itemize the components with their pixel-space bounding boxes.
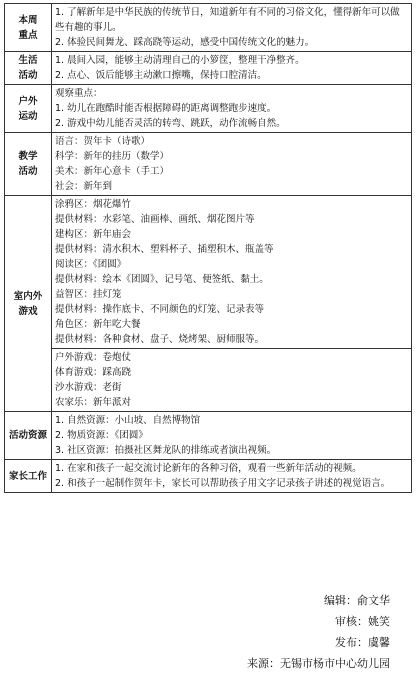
row-games — [5, 196, 412, 349]
section-title — [5, 412, 52, 460]
section-title-line: 生活 — [18, 55, 38, 66]
content-line: 1. 晨间入园，能够主动清理自己的小箩筐，整理干净整齐。 — [55, 55, 305, 66]
content-line: 2. 物质资源：《团圆》 — [55, 430, 148, 441]
section-title-line: 游戏 — [18, 305, 38, 317]
section-title-line: 重点 — [18, 29, 38, 41]
weekly-plan-table — [4, 3, 412, 493]
credit-label: 编辑： — [324, 594, 357, 607]
row-teaching — [5, 133, 412, 196]
credit-label: 来源： — [247, 657, 280, 670]
credit-value: 姚笑 — [368, 615, 390, 628]
content-line: 2. 体验民间舞龙、踩高跷等运动，感受中国传统文化的魅力。 — [55, 37, 315, 48]
section-title-line: 活动 — [18, 166, 38, 177]
row-resources — [5, 412, 412, 460]
content-line: 1. 幼儿在跑酷时能否根据障碍的距离调整跑步速度。 — [55, 103, 277, 114]
content-line: 2. 点心、饭后能够主动漱口擦嘴，保持口腔清洁。 — [55, 70, 267, 81]
credit-value: 无锡市杨市中心幼儿园 — [280, 657, 390, 670]
row-weekly-focus — [5, 4, 412, 52]
credit-label: 审核： — [335, 615, 368, 628]
section-title-line: 室内外 — [13, 290, 43, 302]
section-title-line: 活动资源 — [8, 430, 47, 441]
credit-reviewer — [247, 611, 390, 632]
section-content — [52, 85, 412, 133]
row-games — [5, 349, 412, 412]
content-line: 涂鸦区：烟花爆竹 — [55, 199, 132, 210]
content-line: 社会：新年到 — [55, 181, 113, 192]
content-line: 阅读区：《团圆》 — [55, 259, 127, 270]
content-line: 1. 了解新年是中华民族的传统节日，知道新年有不同的习俗文化，懂得新年可以做些有趣的事儿。 — [55, 7, 400, 33]
content-line: 提供材料：绘本《团圆》、记号笔、便签纸、黏土。 — [55, 274, 269, 285]
section-title-line: 教学 — [18, 151, 38, 162]
content-line: 科学：新年的挂历（数学） — [55, 151, 170, 162]
content-line: 沙水游戏：老街 — [55, 382, 122, 393]
credit-source — [247, 653, 390, 674]
section-title-line: 运动 — [18, 110, 38, 122]
content-line: 户外游戏：卷炮仗 — [55, 352, 132, 363]
content-line: 1. 在家和孩子一起交流讨论新年的各种习俗，观看一些新年活动的视频。 — [55, 463, 362, 474]
credit-value: 俞文华 — [357, 594, 390, 607]
content-line: 2. 游戏中幼儿能否灵活的转弯、跳跃，动作流畅自然。 — [55, 118, 286, 129]
credit-editor — [247, 590, 390, 611]
row-daily-life — [5, 52, 412, 85]
row-parent-work — [5, 460, 412, 493]
section-title — [5, 85, 52, 133]
content-line: 角色区：新年吃大餐 — [55, 319, 141, 330]
content-line: 语言：贺年卡（诗歌） — [55, 136, 151, 147]
content-line: 提供材料：操作底卡、不同颜色的灯笼、记录表等 — [55, 304, 265, 315]
row-outdoor-sports — [5, 85, 412, 133]
section-content — [52, 349, 412, 412]
section-title-line: 家长工作 — [8, 470, 47, 482]
section-title-line: 本周 — [18, 14, 38, 26]
content-line: 体育游戏：踩高跷 — [55, 367, 132, 378]
content-line: 提供材料：水彩笔、油画棒、画纸、烟花图片等 — [55, 214, 255, 225]
content-line: 美术：新年心意卡（手工） — [55, 166, 170, 177]
content-line: 提供材料：清水积木、塑料杯子、插塑积木、瓶盖等 — [55, 244, 274, 255]
section-content — [52, 52, 412, 85]
section-title — [5, 52, 52, 85]
credit-value: 虞馨 — [368, 636, 390, 649]
section-content — [52, 196, 412, 349]
content-line: 益智区：挂灯笼 — [55, 289, 122, 300]
section-content — [52, 460, 412, 493]
content-line: 观察重点： — [55, 88, 103, 99]
content-line: 提供材料：各种食材、盘子、烧烤架、厨师服等。 — [55, 334, 265, 345]
credit-label: 发布： — [335, 636, 368, 649]
credit-publisher — [247, 632, 390, 653]
content-line: 建构区：新年庙会 — [55, 229, 132, 240]
section-title-line: 户外 — [18, 95, 38, 107]
section-title — [5, 133, 52, 196]
section-content — [52, 133, 412, 196]
section-content — [52, 4, 412, 52]
credits — [247, 590, 390, 674]
section-title — [5, 196, 52, 412]
content-line: 农家乐：新年派对 — [55, 397, 132, 408]
content-line: 1. 自然资源：小山坡、自然博物馆 — [55, 415, 201, 426]
section-content — [52, 412, 412, 460]
section-title — [5, 4, 52, 52]
section-title — [5, 460, 52, 493]
content-line: 2. 和孩子一起制作贺年卡，家长可以帮助孩子用文字记录孩子讲述的视觉语言。 — [55, 478, 391, 489]
content-line: 3. 社区资源：拍摄社区舞龙队的排练或者演出视频。 — [55, 445, 277, 456]
section-title-line: 活动 — [18, 70, 38, 81]
